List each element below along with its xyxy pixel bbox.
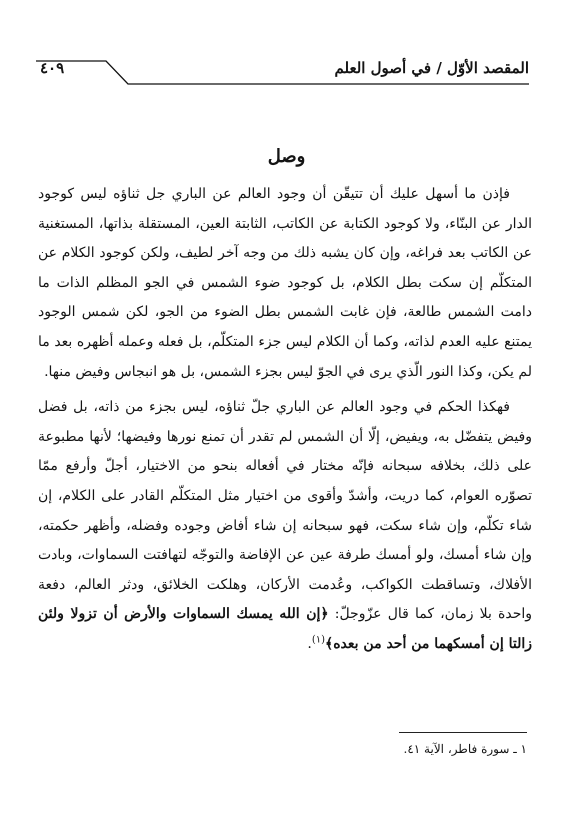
page-number: ٤٠٩ [40, 59, 65, 77]
paragraph-2 [38, 393, 532, 659]
paragraph-2-text: فهكذا الحكم في وجود العالم عن الباري جلّ ثناؤه، ليس بجزء من ذاته، بل فضل وفيض يتفضّل به، ويفيض، إلّا أن الشمس لم تقدر أن تمنع نورها وفيضها؛ لأنها مطبوعة على ذلك، بخلافه سبحانه فإنّه مختار في أفعاله بنحو من الاختيار، أجلّ وأرفع ممّا تصوّره العوام، كما دريت، وأشدّ وأقوى من اختيار مثل المتكلّم القادر على الكلام، إن شاء تكلّم، وإن شاء سكت، فهو سبحانه إن شاء أفاض وجوده وفضله، وأظهر حكمته، وإن شاء أمسك، ولو أمسك طرفة عين عن الإفاضة والتوجّه لتهافتت السماوات، وبادت الأفلاك، وتساقطت الكواكب، وعُدمت الأركان، وهلكت الخلائق، ودثر العالم، دفعة واحدة بلا زمان، كما قال عزّوجلّ: [38, 399, 533, 623]
footnote-reference: (١) [311, 634, 325, 646]
body-text [38, 180, 532, 660]
running-header [36, 55, 529, 85]
paragraph-2-end: . [307, 635, 312, 652]
footnote-divider [399, 732, 527, 733]
footnote: ١ ـ سورة فاطر، الآية ٤١. [403, 742, 527, 756]
quran-verse: ﴿إن الله يمسك السماوات والأرض أن تزولا ولئن زالتا إن أمسكهما من أحد من بعده﴾ [38, 606, 532, 652]
paragraph-1: فإذن ما أسهل عليك أن تتيقّن أن وجود العالم عن الباري جل ثناؤه ليس كوجود الدار عن البنّاء، ولا كوجود الكتابة عن الكاتب، الثابتة العين، المستقلة بذاتها، المستغنية عن الكاتب بعد فراغه، وإن كان يشبه ذلك من وجه آخر لطيف، ولكن كوجود الكلام عن المتكلّم إن سكت بطل الكلام، بل كوجود ضوء الشمس في الجو المظلم الذات ما دامت الشمس طالعة، فإن غابت الشمس بطل الضوء من الجو، لكن شمس الوجود يمتنع عليه العدم لذاته، وكما أن الكلام ليس جزء المتكلّم، بل فعله وعمله أظهره بعد ما لم يكن، وكذا النور الّذي يرى في الجوّ ليس بجزء الشمس، بل هو انبجاس وفيض منها. [38, 186, 532, 380]
section-title: وصل [267, 146, 306, 167]
header-title: المقصد الأوّل / في أصول العلم [334, 59, 529, 77]
